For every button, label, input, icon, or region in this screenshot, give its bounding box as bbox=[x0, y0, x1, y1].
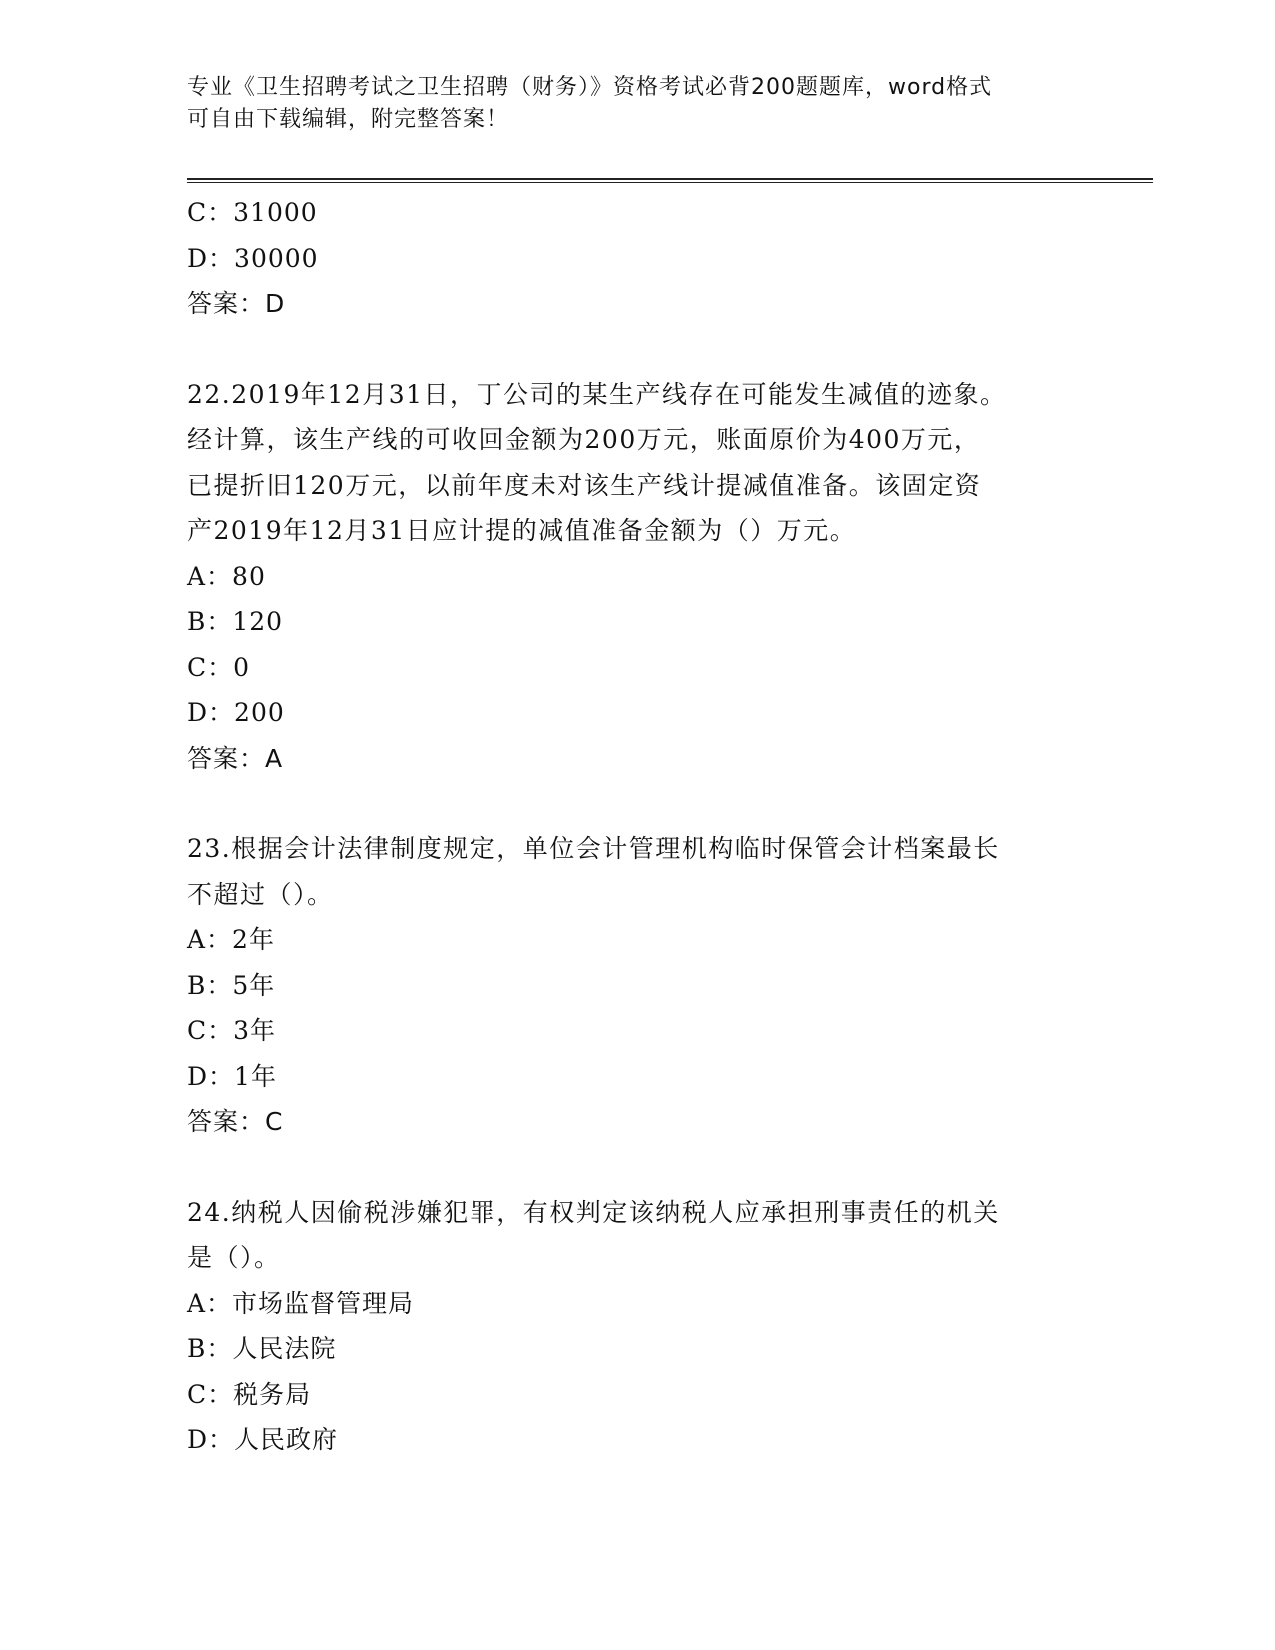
header-title-line-1: 专业《卫生招聘考试之卫生招聘（财务）》资格考试必背200题题库，word格式 bbox=[187, 75, 993, 100]
question-text-line: 产2019年12月31日应计提的减值准备金额为（）万元。 bbox=[187, 516, 857, 545]
option-c: C：0 bbox=[187, 652, 251, 682]
question-block-22 bbox=[187, 372, 1087, 782]
option-d: D：1年 bbox=[187, 1061, 277, 1091]
question-text-line: 22.2019年12月31日，丁公司的某生产线存在可能发生减值的迹象。 bbox=[187, 379, 1007, 409]
option-a: A：市场监督管理局 bbox=[187, 1288, 415, 1318]
header-divider-thick bbox=[187, 178, 1153, 180]
continued-question-block bbox=[187, 190, 1087, 327]
option-b: B：5年 bbox=[187, 970, 276, 1000]
question-content bbox=[187, 190, 1087, 1463]
question-number: 22. bbox=[187, 379, 232, 409]
option-b: B：120 bbox=[187, 607, 284, 636]
option-a: A：2年 bbox=[187, 925, 275, 954]
option-c: C：31000 bbox=[187, 198, 318, 227]
option-d: D：人民政府 bbox=[187, 1425, 339, 1454]
option-c: C：税务局 bbox=[187, 1379, 312, 1409]
question-block-24 bbox=[187, 1190, 1087, 1463]
option-b: B：人民法院 bbox=[187, 1334, 337, 1363]
question-text-line: 是（）。 bbox=[187, 1243, 281, 1272]
question-text-line: 不超过（）。 bbox=[187, 879, 334, 909]
question-text-line: 经计算，该生产线的可收回金额为200万元，账面原价为400万元， bbox=[187, 425, 981, 454]
option-d: D：30000 bbox=[187, 243, 319, 273]
answer-line: 答案：D bbox=[187, 289, 286, 318]
header-title-line-2: 可自由下载编辑，附完整答案！ bbox=[187, 107, 510, 132]
option-a: A：80 bbox=[187, 561, 266, 591]
question-text-line: 23.根据会计法律制度规定，单位会计管理机构临时保管会计档案最长 bbox=[187, 834, 1000, 863]
answer-line: 答案：C bbox=[187, 1107, 284, 1136]
question-number: 24. bbox=[187, 1197, 232, 1227]
question-number: 23. bbox=[187, 834, 232, 863]
question-block-23 bbox=[187, 826, 1087, 1145]
question-text-line: 24.纳税人因偷税涉嫌犯罪，有权判定该纳税人应承担刑事责任的机关 bbox=[187, 1197, 1000, 1227]
option-d: D：200 bbox=[187, 698, 285, 727]
option-c: C：3年 bbox=[187, 1016, 277, 1045]
header-divider-thin bbox=[187, 182, 1153, 183]
question-text-line: 已提折旧120万元，以前年度未对该生产线计提减值准备。该固定资 bbox=[187, 470, 982, 500]
answer-line: 答案：A bbox=[187, 743, 284, 773]
document-header bbox=[187, 72, 1087, 136]
